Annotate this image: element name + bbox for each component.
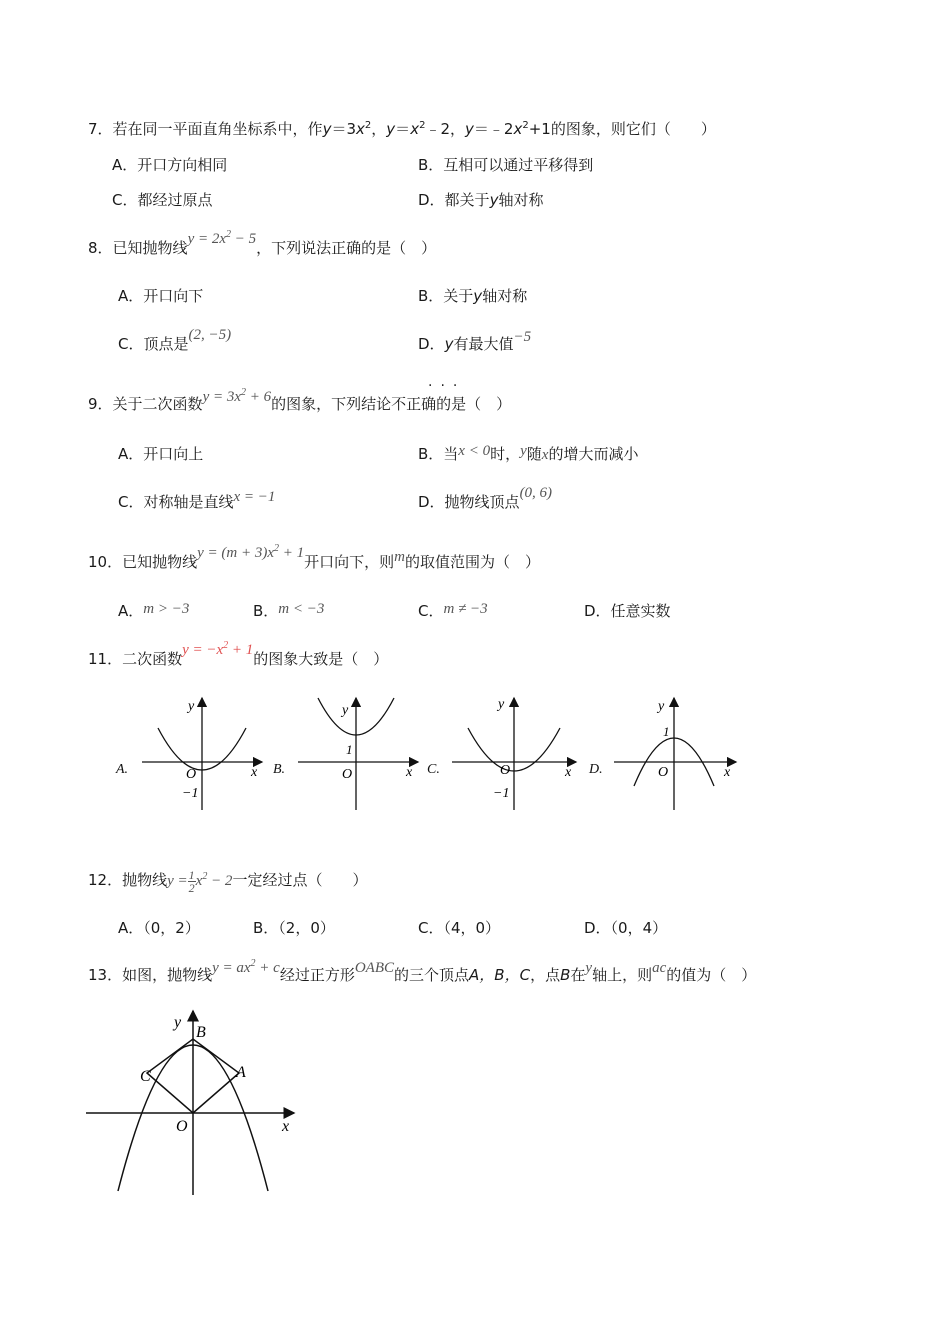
svg-text:x: x — [251, 765, 258, 780]
svg-text:x: x — [724, 765, 731, 780]
q10-option-d[interactable]: D．任意实数 — [584, 602, 671, 620]
graph-option-a[interactable] — [115, 698, 262, 810]
svg-text:O: O — [500, 763, 511, 778]
graph-c-label: C. — [427, 762, 440, 777]
svg-text:O: O — [186, 767, 197, 782]
svg-text:O: O — [342, 767, 353, 782]
q13-formula: $y = ax^2 + c$ — [212, 958, 280, 976]
svg-text:y: y — [342, 703, 349, 718]
svg-text:1: 1 — [346, 742, 353, 757]
q13-stem: 13．如图，抛物线$y = ax^2 + c$经过正方形OABC的三个顶点A，B，C，点B在y轴上，则ac的值为（ ） — [88, 958, 757, 984]
svg-text:−1: −1 — [493, 786, 510, 801]
q10-formula: $y = (m + 3)x^2 + 1$ — [197, 543, 305, 561]
q9-option-a[interactable]: A．开口向上 — [118, 445, 204, 463]
q8-option-c[interactable]: C．顶点是(2, −5) — [118, 327, 232, 353]
q8-option-b[interactable]: B．关于y轴对称 — [418, 287, 528, 305]
q11-graphs — [110, 690, 750, 820]
q8-option-d[interactable]: D．y有最大值−5 — [418, 329, 532, 353]
q9-option-d[interactable]: D．抛物线顶点(0, 6) — [418, 485, 553, 511]
svg-text:y: y — [174, 1014, 182, 1031]
q12-formula: y = $\frac{1}{2}$ $x^2 - 2$ — [167, 868, 233, 896]
svg-text:A: A — [236, 1064, 246, 1081]
svg-text:O: O — [658, 765, 669, 780]
q8-formula: $y = 2x^2 - 5$ — [187, 229, 257, 247]
q10-option-a[interactable]: A．m > −3 — [118, 601, 190, 620]
graph-option-c[interactable] — [427, 697, 576, 810]
q7-option-b[interactable]: B．互相可以通过平移得到 — [418, 156, 594, 174]
q11-stem: 11．二次函数$y = -x^2 + 1$的图象大致是（ ） — [88, 640, 389, 668]
q8-stem: 8．已知抛物线$y = 2x^2 - 5$，下列说法正确的是（ ） — [88, 229, 437, 257]
graph-b-label: B. — [273, 762, 286, 777]
q7-option-c[interactable]: C．都经过原点 — [112, 191, 213, 209]
q12-option-d[interactable]: D．（0，4） — [584, 919, 668, 937]
q12-option-c[interactable]: C．（4，0） — [418, 919, 501, 937]
q9-formula: $y = 3x^2 + 6$ — [202, 387, 272, 405]
q12-option-a[interactable]: A．（0，2） — [118, 919, 200, 937]
svg-text:y: y — [498, 697, 505, 712]
svg-text:B: B — [196, 1024, 206, 1041]
svg-text:1: 1 — [663, 724, 670, 739]
q7-stem: 7．若在同一平面直角坐标系中，作$y=3x^2$，$y=x^2﹣2$，$y=﹣2x^2+1$的图象，则它们（ ） — [88, 120, 716, 138]
q10-option-b[interactable]: B．m < −3 — [253, 601, 325, 620]
svg-text:x: x — [406, 765, 413, 780]
q12-option-b[interactable]: B．（2，0） — [253, 919, 335, 937]
q12-stem: 12．抛物线y = $\frac{1}{2}$ $x^2 - 2$一定经过点（ ） — [88, 868, 368, 896]
graph-a-label: A. — [116, 762, 129, 777]
svg-text:y: y — [658, 699, 665, 714]
graph-option-d[interactable] — [588, 698, 736, 810]
q9-option-b[interactable]: B．当x < 0时，y随x的增大而减小 — [418, 443, 639, 463]
q11-formula: $y = -x^2 + 1$ — [182, 640, 254, 658]
graph-option-b[interactable] — [273, 698, 418, 810]
q9-stem: 9．关于二次函数$y = 3x^2 + 6$的图象，下列结论不正确的是（ ） — [88, 387, 512, 413]
svg-text:x: x — [565, 765, 572, 780]
svg-text:y: y — [188, 699, 195, 714]
q13-figure — [80, 1005, 310, 1200]
q10-option-c[interactable]: C．m ≠ −3 — [418, 601, 488, 620]
q7-option-a[interactable]: A．开口方向相同 — [112, 156, 228, 174]
svg-text:C: C — [140, 1068, 151, 1085]
svg-text:x: x — [282, 1118, 290, 1135]
svg-text:O: O — [176, 1118, 188, 1135]
svg-text:−1: −1 — [182, 786, 199, 801]
q7-option-d[interactable]: D．都关于y轴对称 — [418, 191, 544, 209]
emphasis-dots: ··· — [428, 378, 466, 394]
graph-d-label: D. — [589, 762, 603, 777]
q8-option-a[interactable]: A．开口向下 — [118, 287, 204, 305]
q9-option-c[interactable]: C．对称轴是直线x = −1 — [118, 489, 276, 511]
q10-stem: 10．已知抛物线$y = (m + 3)x^2 + 1$开口向下，则m的取值范围为（ ） — [88, 543, 540, 571]
